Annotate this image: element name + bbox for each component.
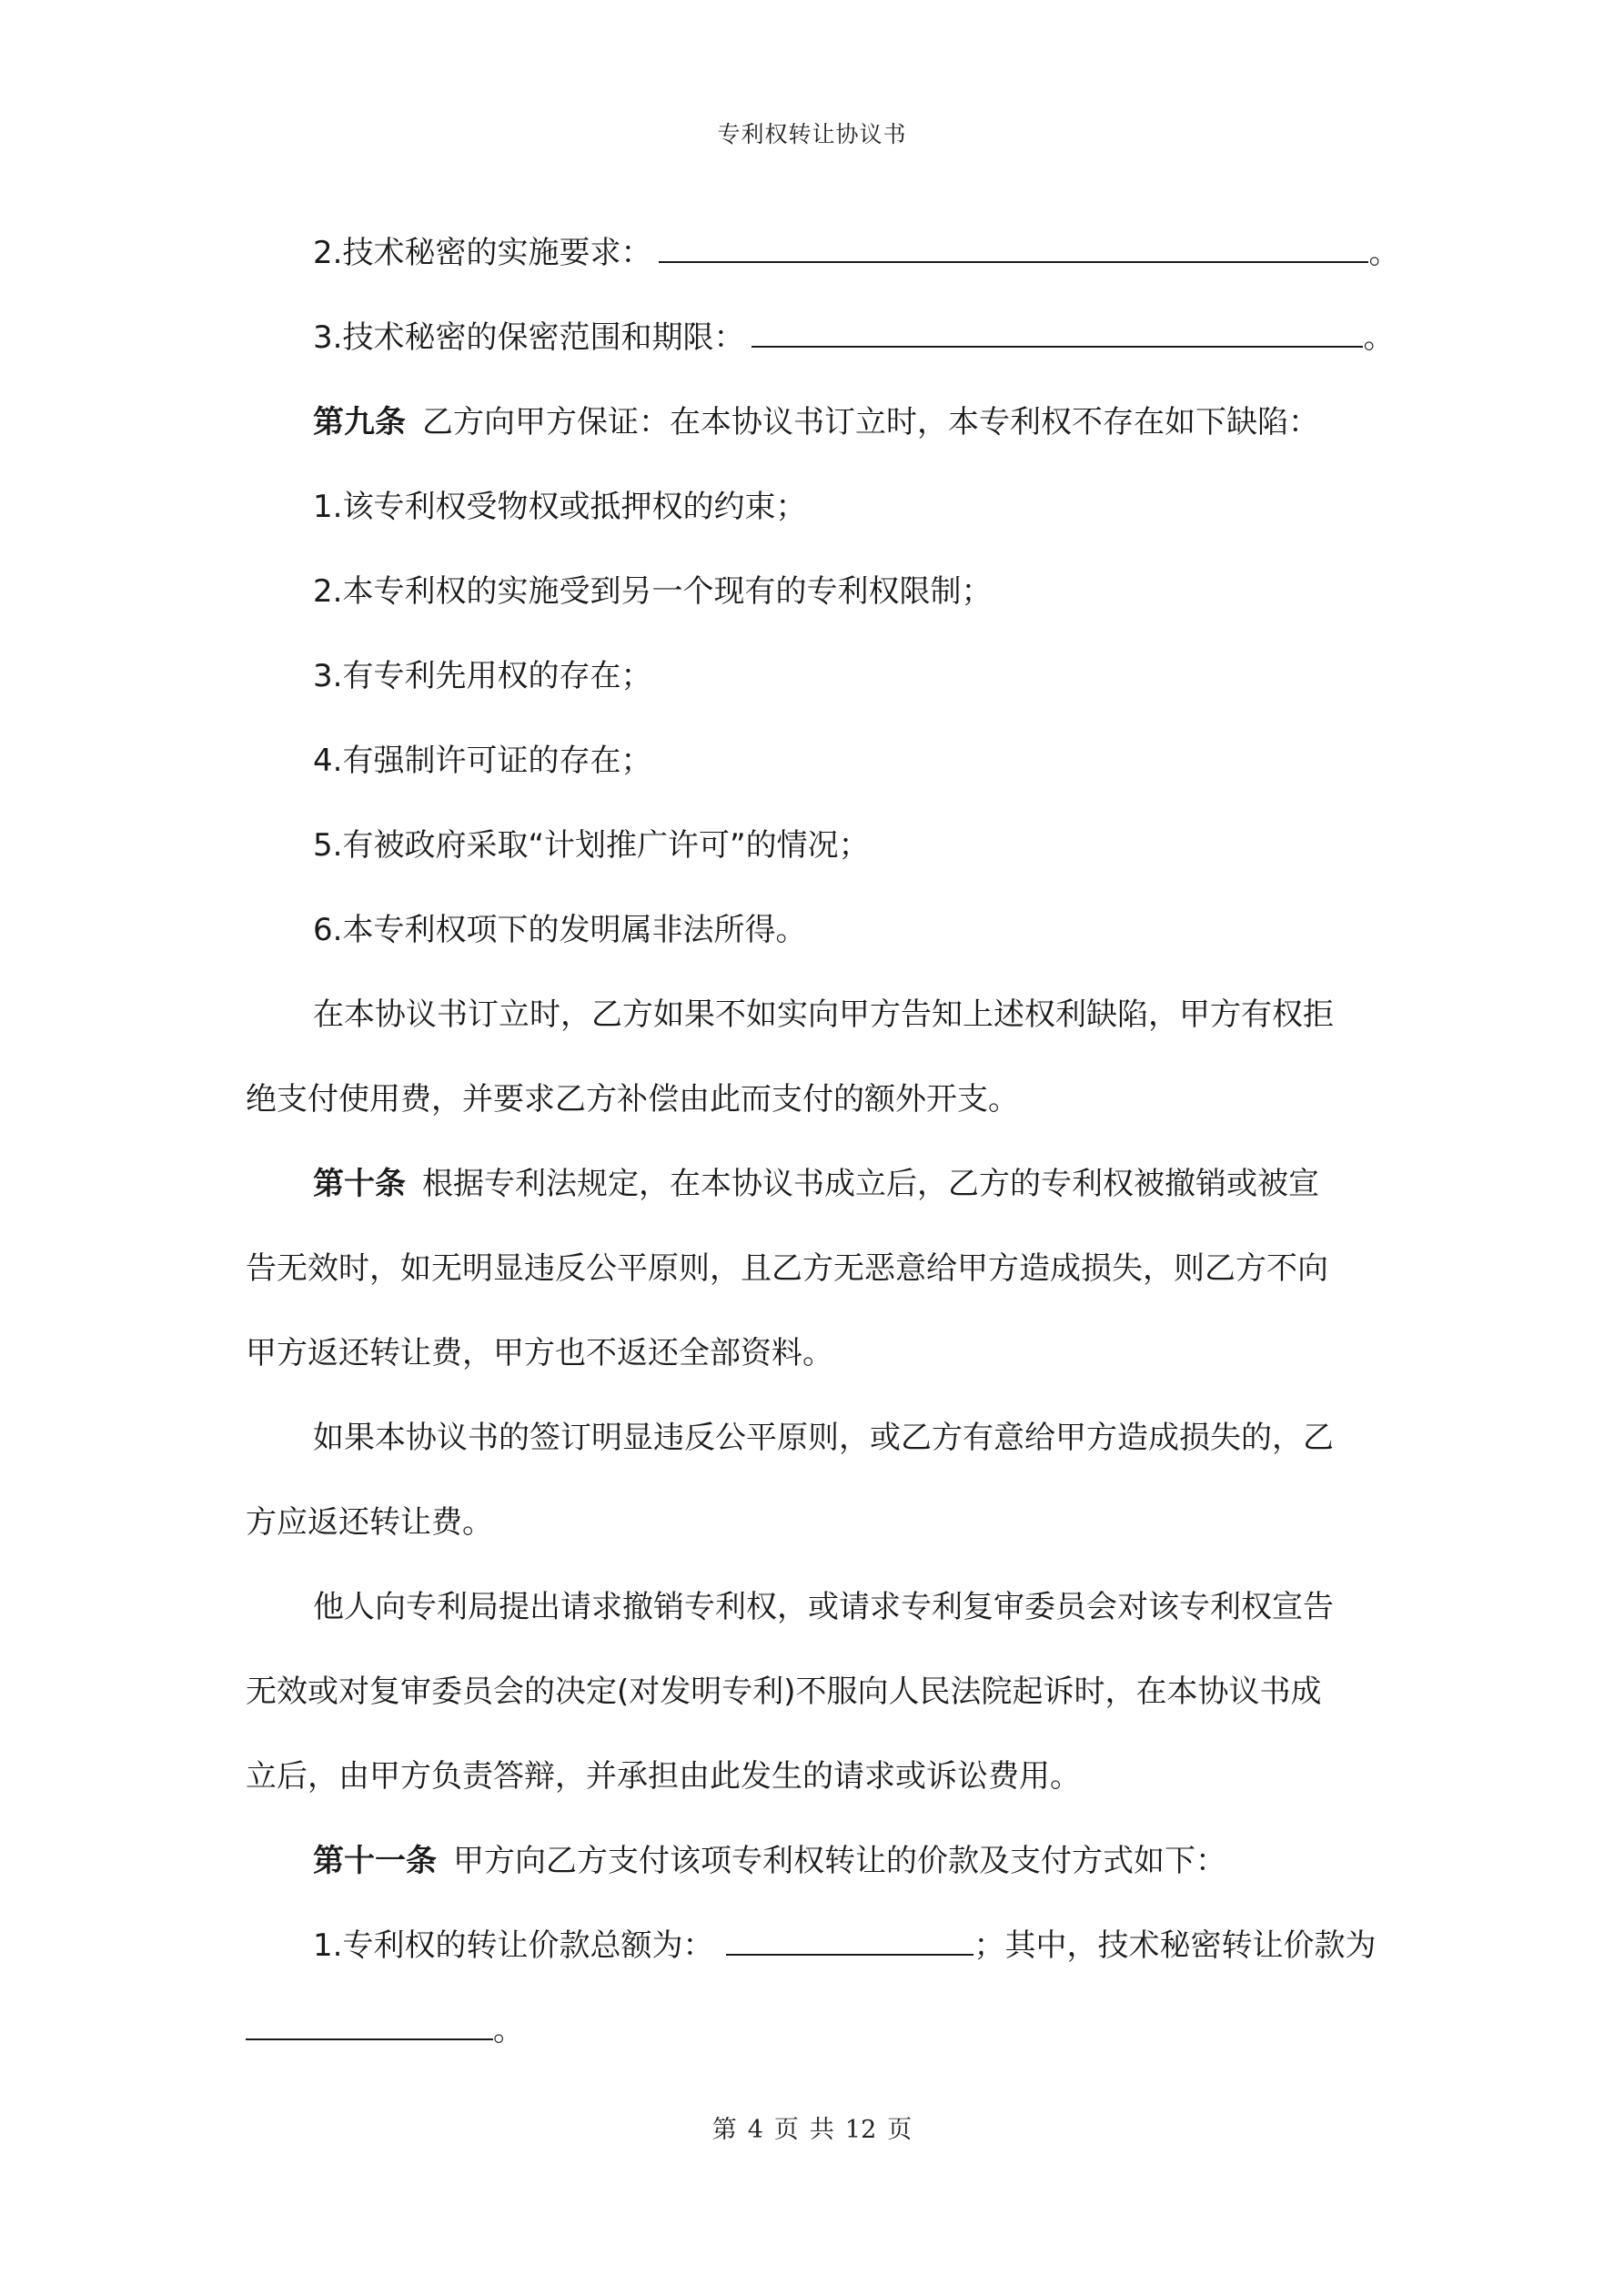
clause-end: 。 — [1368, 235, 1400, 271]
total-pages: 12 — [844, 2116, 877, 2144]
paragraph-line: 在本协议书订立时，乙方如果不如实向甲方告知上述权利缺陷，甲方有权拒 — [313, 996, 1334, 1033]
fill-in-blank — [659, 234, 1368, 263]
article-text: 甲方向乙方支付该项专利权转让的价款及支付方式如下： — [453, 1843, 1226, 1879]
clause-tech-secret-scope — [246, 296, 1395, 380]
clause-text: 3.技术秘密的保密范围和期限： — [313, 319, 745, 356]
clause-text: 2.技术秘密的实施要求： — [313, 235, 652, 271]
list-item: 6.本专利权项下的发明属非法所得。 — [313, 912, 807, 948]
clause-text: 1.专利权的转让价款总额为： — [313, 1927, 714, 1964]
footer-word: 第 — [711, 2116, 737, 2144]
fill-in-blank — [751, 319, 1363, 348]
document-body — [246, 211, 1400, 2073]
fill-in-blank — [726, 1927, 973, 1956]
page-header-title: 专利权转让协议书 — [717, 121, 907, 147]
article-9 — [246, 380, 1383, 465]
article-label: 第十条 — [313, 1166, 406, 1202]
clause-tech-secret-requirements — [246, 211, 1400, 296]
paragraph-line: 如果本协议书的签订明显违反公平原则，或乙方有意给甲方造成损失的，乙 — [313, 1420, 1334, 1456]
article-text: 乙方向甲方保证：在本协议书订立时，本专利权不存在如下缺陷： — [422, 404, 1319, 440]
paragraph-line: 告无效时，如无明显违反公平原则，且乙方无恶意给甲方造成损失，则乙方不向 — [246, 1250, 1328, 1287]
footer-word: 页 — [887, 2116, 913, 2144]
article-10 — [246, 1142, 1383, 1227]
page-number: 4 — [747, 2116, 763, 2144]
fill-in-blank — [246, 2011, 493, 2040]
list-item: 4.有强制许可证的存在； — [313, 743, 652, 779]
paragraph-line: 方应返还转让费。 — [246, 1504, 493, 1541]
paragraph-line: 立后，由甲方负责答辩，并承担由此发生的请求或诉讼费用。 — [246, 1758, 1081, 1795]
list-item: 5.有被政府采取“计划推广许可”的情况； — [313, 827, 870, 864]
footer-word: 共 — [809, 2116, 834, 2144]
article-label: 第九条 — [313, 404, 406, 440]
article-text: 根据专利法规定，在本协议书成立后，乙方的专利权被撤销或被宣 — [422, 1166, 1319, 1202]
payment-clause — [246, 1904, 1383, 1988]
article-label: 第十一条 — [313, 1843, 437, 1879]
payment-clause-end — [246, 1988, 1383, 2073]
paragraph-line: 甲方返还转让费，甲方也不返还全部资料。 — [246, 1335, 833, 1371]
list-item: 3.有专利先用权的存在； — [313, 658, 652, 694]
page-footer — [0, 2109, 1624, 2145]
article-11 — [246, 1819, 1383, 1904]
paragraph-line: 绝支付使用费，并要求乙方补偿由此而支付的额外开支。 — [246, 1081, 1019, 1118]
paragraph-line: 无效或对复审委员会的决定(对发明专利)不服向人民法院起诉时，在本协议书成 — [246, 1674, 1322, 1710]
list-item: 2.本专利权的实施受到另一个现有的专利权限制； — [313, 573, 993, 610]
footer-word: 页 — [773, 2116, 799, 2144]
clause-end: 。 — [1363, 319, 1395, 356]
clause-end: 。 — [493, 2012, 524, 2048]
paragraph-line: 他人向专利局提出请求撤销专利权，或请求专利复审委员会对该专利权宣告 — [313, 1589, 1334, 1625]
clause-text: ；其中，技术秘密转让价款为 — [973, 1927, 1377, 1964]
list-item: 1.该专利权受物权或抵押权的约束； — [313, 489, 807, 525]
